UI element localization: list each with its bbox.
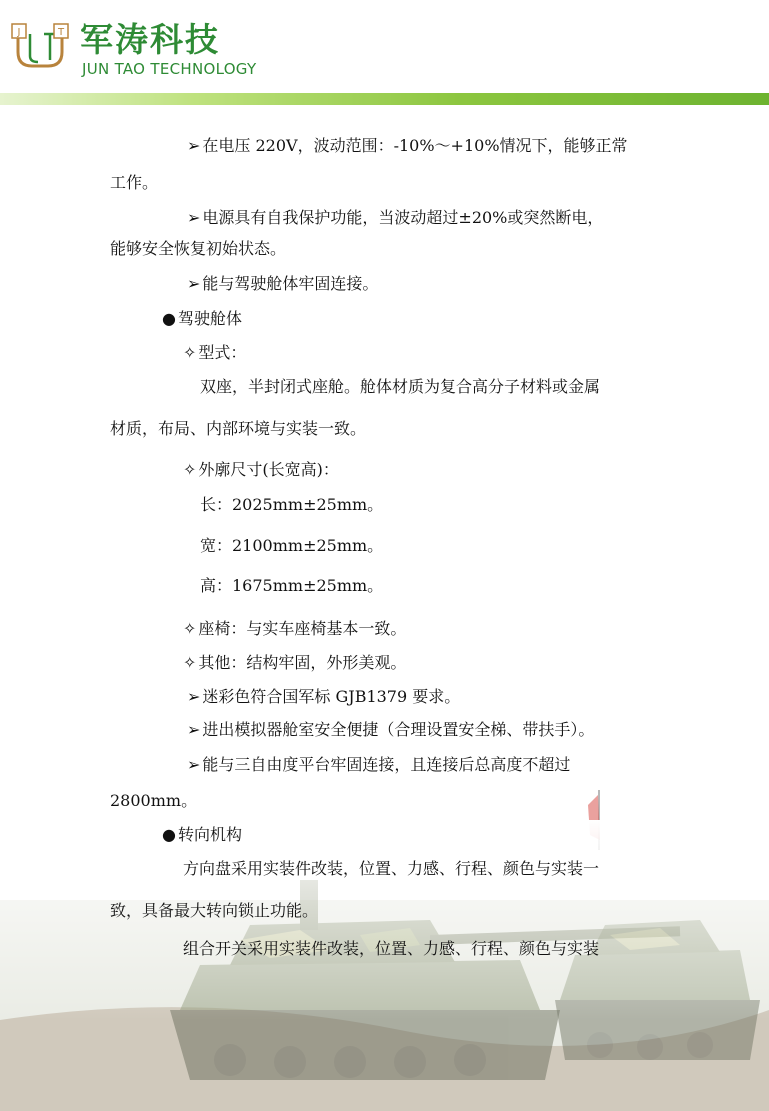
paragraph-line — [183, 938, 599, 960]
brand-name-english: JUN TAO TECHNOLOGY — [82, 60, 257, 78]
arrow-bullet-icon: ➢ — [187, 274, 201, 293]
line-text: 其他：结构牢固，外形美观。 — [198, 653, 407, 672]
paragraph-line — [187, 686, 460, 708]
line-text: 能与驾驶舱体牢固连接。 — [202, 274, 379, 293]
logo-letter-j: J — [17, 27, 21, 38]
paragraph-line — [187, 719, 594, 741]
dot-bullet-icon: ● — [162, 309, 176, 328]
line-text: 材质，布局、内部环境与实装一致。 — [110, 419, 367, 438]
line-text: 座椅：与实车座椅基本一致。 — [198, 619, 407, 638]
paragraph-line — [187, 135, 628, 157]
line-text: 2800mm。 — [110, 791, 198, 810]
paragraph-line — [187, 207, 603, 229]
line-text: 方向盘采用实装件改装，位置、力感、行程、颜色与实装一 — [183, 859, 600, 878]
subsection-heading — [183, 618, 406, 640]
paragraph-line — [110, 900, 318, 922]
paragraph-line — [110, 172, 158, 194]
arrow-bullet-icon: ➢ — [187, 720, 201, 739]
paragraph-line — [187, 273, 378, 295]
line-text: 在电压 220V，波动范围：-10%～+10%情况下，能够正常 — [202, 136, 628, 155]
dot-bullet-icon: ● — [162, 825, 176, 844]
subsection-heading — [183, 459, 339, 481]
line-text: 进出模拟器舱室安全便捷（合理设置安全梯、带扶手）。 — [202, 720, 595, 739]
paragraph-line — [187, 754, 570, 776]
arrow-bullet-icon: ➢ — [187, 136, 201, 155]
line-text: 能够安全恢复初始状态。 — [110, 239, 287, 258]
line-text: 双座，半封闭式座舱。舱体材质为复合高分子材料或金属 — [200, 377, 601, 396]
paragraph-line — [110, 790, 197, 812]
logo-letter-t: T — [57, 27, 65, 38]
line-text: 型式： — [198, 343, 247, 362]
line-text: 驾驶舱体 — [177, 309, 242, 328]
paragraph-line — [110, 418, 366, 440]
arrow-bullet-icon: ➢ — [187, 687, 201, 706]
section-heading — [162, 824, 242, 846]
line-text: 高：1675mm±25mm。 — [200, 576, 384, 595]
arrow-bullet-icon: ➢ — [187, 208, 201, 227]
dimension-length — [200, 494, 383, 516]
line-text: 能与三自由度平台牢固连接，且连接后总高度不超过 — [202, 755, 571, 774]
line-text: 组合开关采用实装件改装，位置、力感、行程、颜色与实装 — [183, 939, 600, 958]
subsection-heading — [183, 652, 406, 674]
diamond-bullet-icon: ✧ — [183, 460, 197, 479]
paragraph-line — [183, 858, 599, 880]
line-text: 宽：2100mm±25mm。 — [200, 536, 384, 555]
line-text: 迷彩色符合国军标 GJB1379 要求。 — [202, 687, 461, 706]
line-text: 长：2025mm±25mm。 — [200, 495, 384, 514]
dimension-width — [200, 535, 383, 557]
line-text: 转向机构 — [177, 825, 242, 844]
diamond-bullet-icon: ✧ — [183, 653, 197, 672]
line-text: 工作。 — [110, 173, 159, 192]
dimension-height — [200, 575, 383, 597]
line-text: 外廓尺寸(长宽高)： — [198, 460, 339, 479]
subsection-heading — [183, 342, 246, 364]
paragraph-line — [200, 376, 600, 398]
line-text: 致，具备最大转向锁止功能。 — [110, 901, 319, 920]
diamond-bullet-icon: ✧ — [183, 619, 197, 638]
paragraph-line — [110, 238, 286, 260]
line-text: 电源具有自我保护功能，当波动超过±20%或突然断电， — [202, 208, 604, 227]
arrow-bullet-icon: ➢ — [187, 755, 201, 774]
diamond-bullet-icon: ✧ — [183, 343, 197, 362]
section-heading — [162, 308, 242, 330]
brand-name-chinese: 军涛科技 — [80, 20, 220, 59]
